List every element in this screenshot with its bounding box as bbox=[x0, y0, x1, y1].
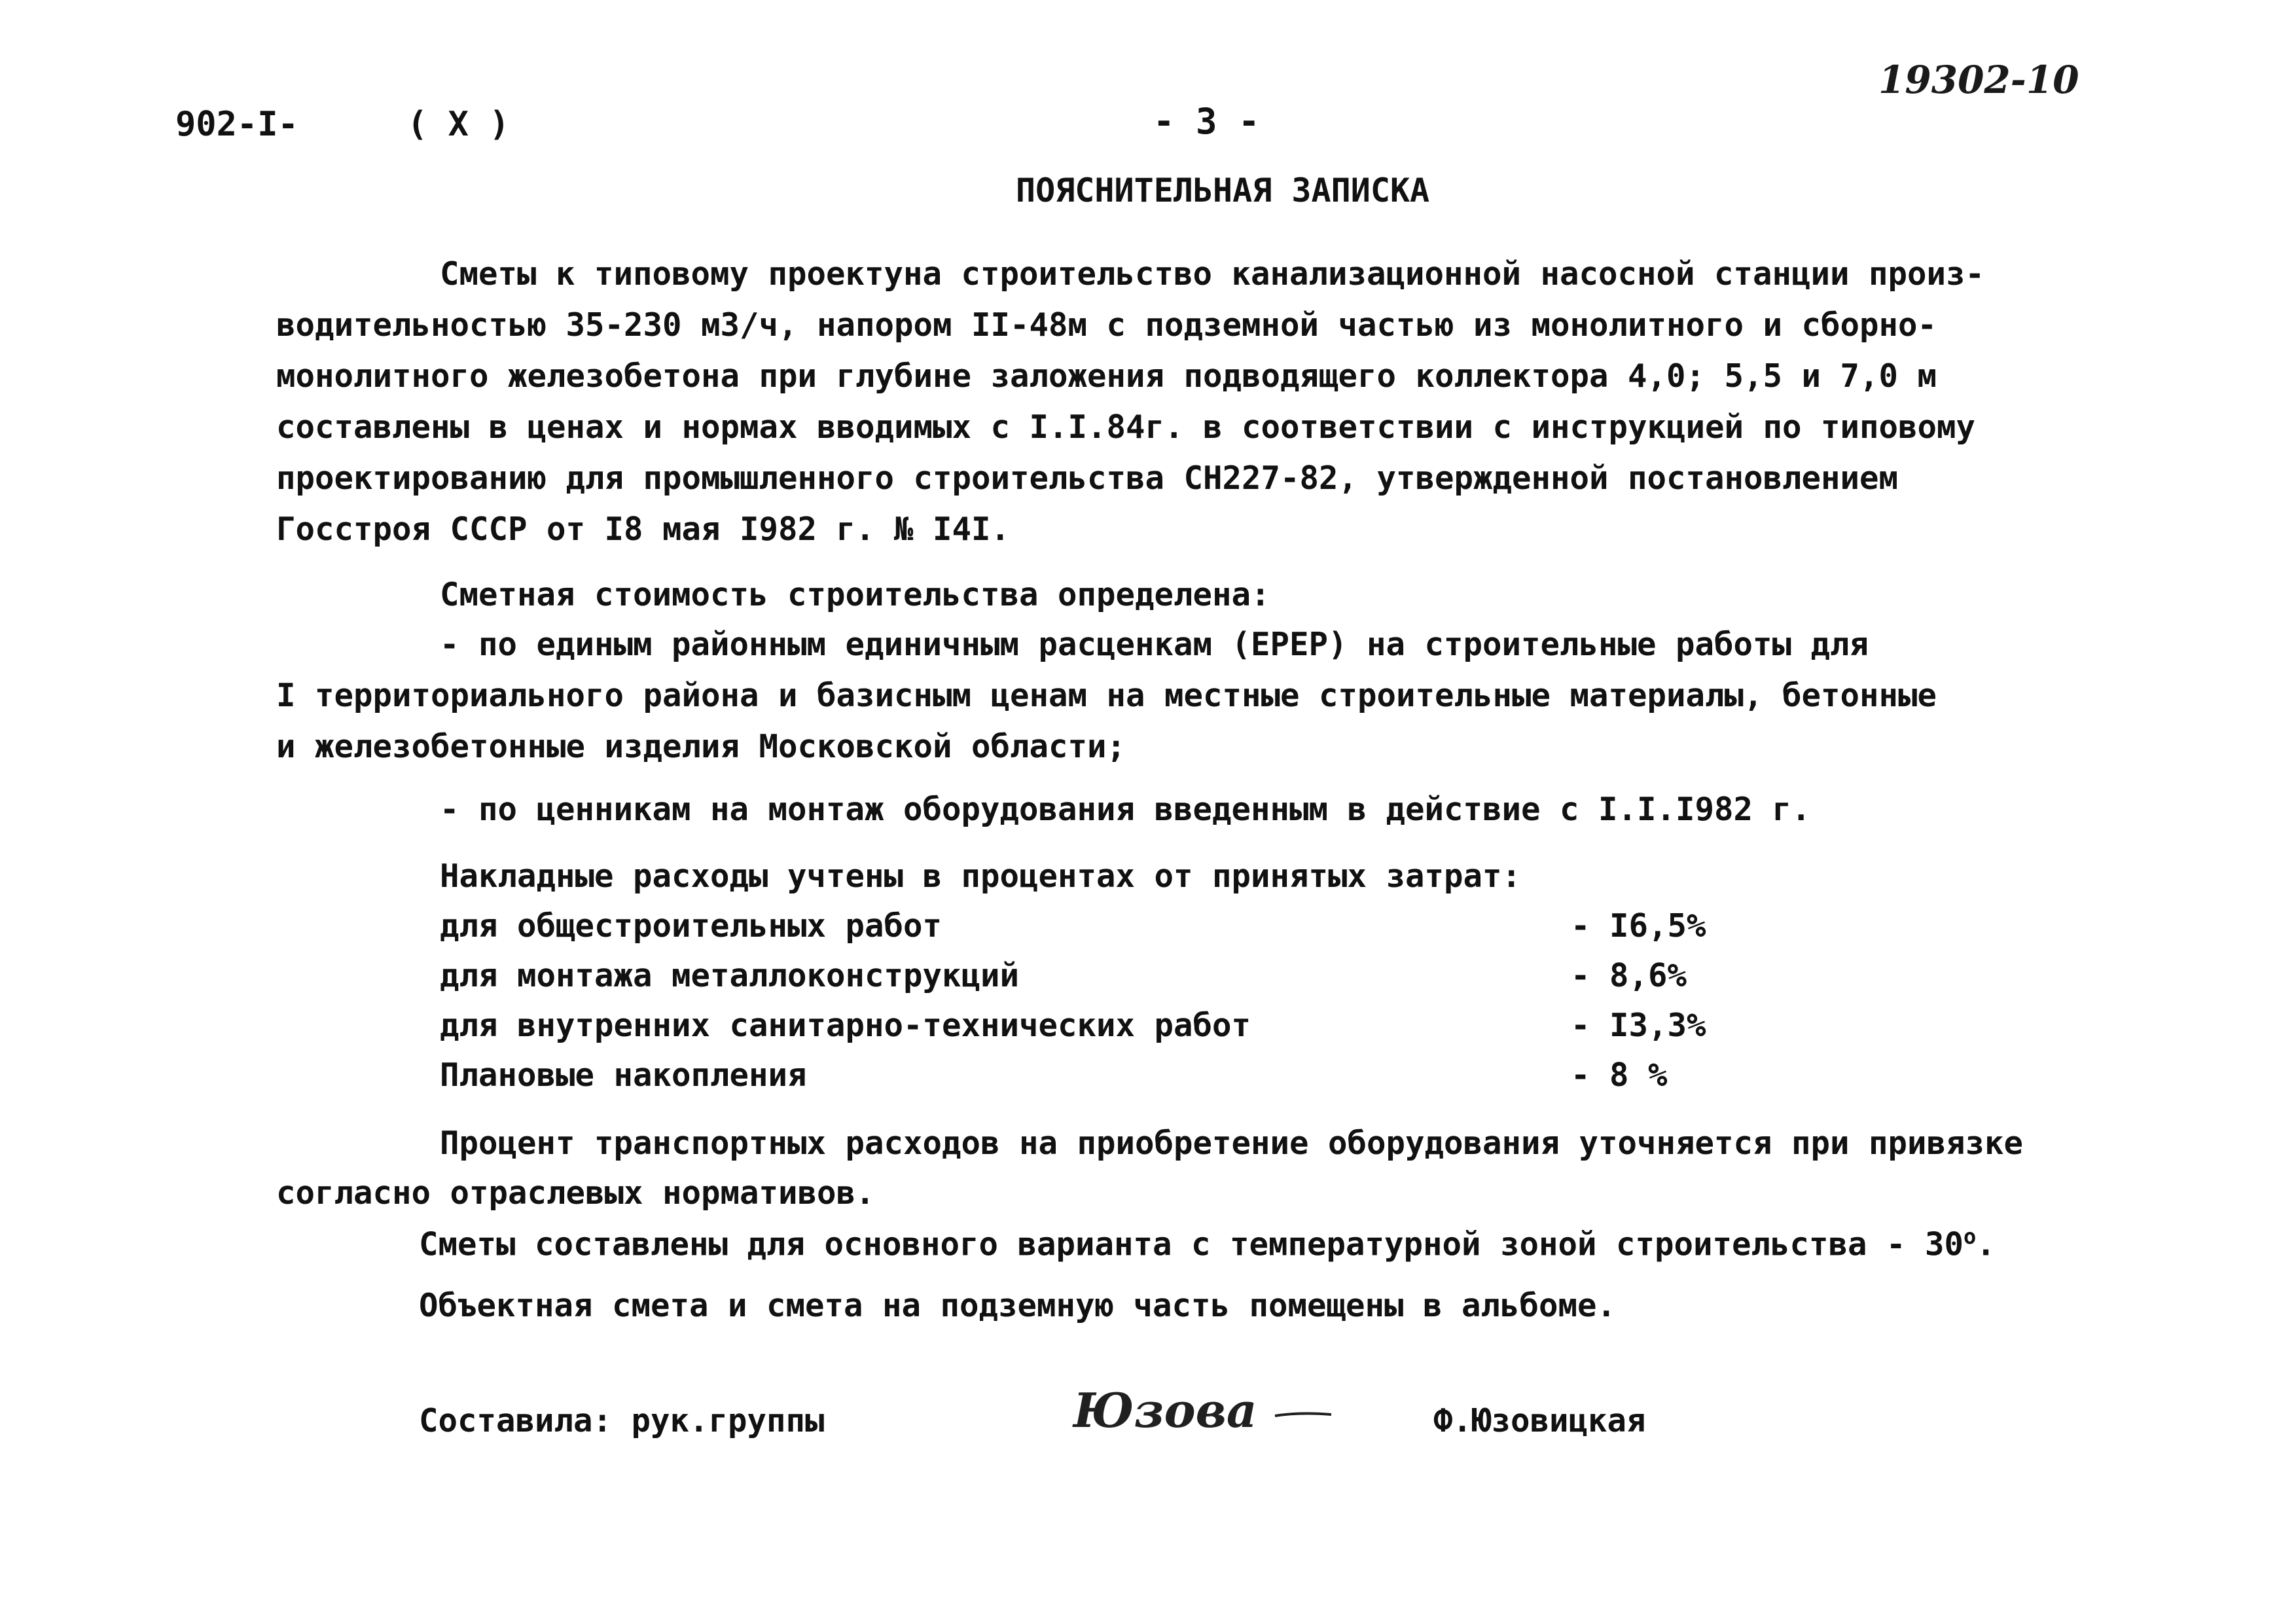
paragraph-line: монолитного железобетона при глубине заложения подводящего коллектора 4,0; 5,5 и 7,0 м bbox=[276, 357, 1937, 395]
document-title: ПОЯСНИТЕЛЬНАЯ ЗАПИСКА bbox=[1016, 171, 1430, 209]
paragraph-line: Госстроя СССР от I8 мая I982 г. № I4I. bbox=[276, 511, 1011, 548]
signature-flourish bbox=[1274, 1408, 1333, 1421]
overhead-value: - I6,5% bbox=[1571, 907, 1706, 945]
overhead-value: - 8,6% bbox=[1571, 957, 1687, 994]
paragraph-line: согласно отраслевых нормативов. bbox=[276, 1174, 875, 1212]
variant-note-end: . bbox=[1976, 1225, 1996, 1263]
cost-basis-heading: Сметная стоимость строительства определена: bbox=[440, 576, 1270, 613]
overhead-label: для монтажа металлоконструкций bbox=[440, 957, 1020, 994]
stamp-number: 19302-10 bbox=[1878, 58, 2079, 102]
overhead-value: - 8 % bbox=[1571, 1056, 1668, 1094]
paragraph-line: Процент транспортных расходов на приобретение оборудования уточняется при привязке bbox=[440, 1125, 2024, 1162]
paragraph-line: Сметы к типовому проектуна строительство канализационной насосной станции произ- bbox=[440, 255, 1985, 293]
degree-mark: о bbox=[1964, 1224, 1977, 1249]
variant-note-text: Сметы составлены для основного варианта с температурной зоной строительства - 30 bbox=[419, 1225, 1964, 1263]
overhead-label: для внутренних санитарно-технических работ bbox=[440, 1007, 1251, 1044]
cost-basis-item-line: - по ценникам на монтаж оборудования введенным в действие с I.I.I982 г. bbox=[440, 791, 1811, 828]
overheads-heading: Накладные расходы учтены в процентах от принятых затрат: bbox=[440, 857, 1522, 895]
signatory-name: Ф.Юзовицкая bbox=[1433, 1402, 1646, 1439]
paragraph-line: составлены в ценах и нормах вводимых с I.I.84г. в соответствии с инструкцией по типовому bbox=[276, 408, 1976, 446]
album-note: Объектная смета и смета на подземную часть помещены в альбоме. bbox=[419, 1287, 1617, 1324]
variant-marker: ( X ) bbox=[407, 105, 510, 144]
cost-basis-item-line: - по единым районным единичным расценкам (ЕРЕР) на строительные работы для bbox=[440, 626, 1869, 663]
overhead-label: Плановые накопления bbox=[440, 1056, 807, 1094]
overhead-label: для общестроительных работ bbox=[440, 907, 942, 945]
cost-basis-item-line: I территориального района и базисным ценам на местные строительные материалы, бетонные bbox=[276, 677, 1937, 714]
page-number: - 3 - bbox=[1153, 101, 1260, 142]
signature-text: Юзова bbox=[1073, 1382, 1257, 1438]
cost-basis-item-line: и железобетонные изделия Московской области; bbox=[276, 728, 1126, 765]
handwritten-signature bbox=[1073, 1382, 1333, 1438]
variant-note bbox=[419, 1224, 1996, 1263]
document-code: 902-I- bbox=[175, 105, 298, 144]
paragraph-line: водительностью 35-230 м3/ч, напором II-48м с подземной частью из монолитного и сборно- bbox=[276, 306, 1937, 344]
paragraph-line: проектированию для промышленного строительства СН227-82, утвержденной постановлением bbox=[276, 460, 1899, 497]
overhead-value: - I3,3% bbox=[1571, 1007, 1706, 1044]
signature-label: Составила: рук.группы bbox=[419, 1402, 825, 1439]
